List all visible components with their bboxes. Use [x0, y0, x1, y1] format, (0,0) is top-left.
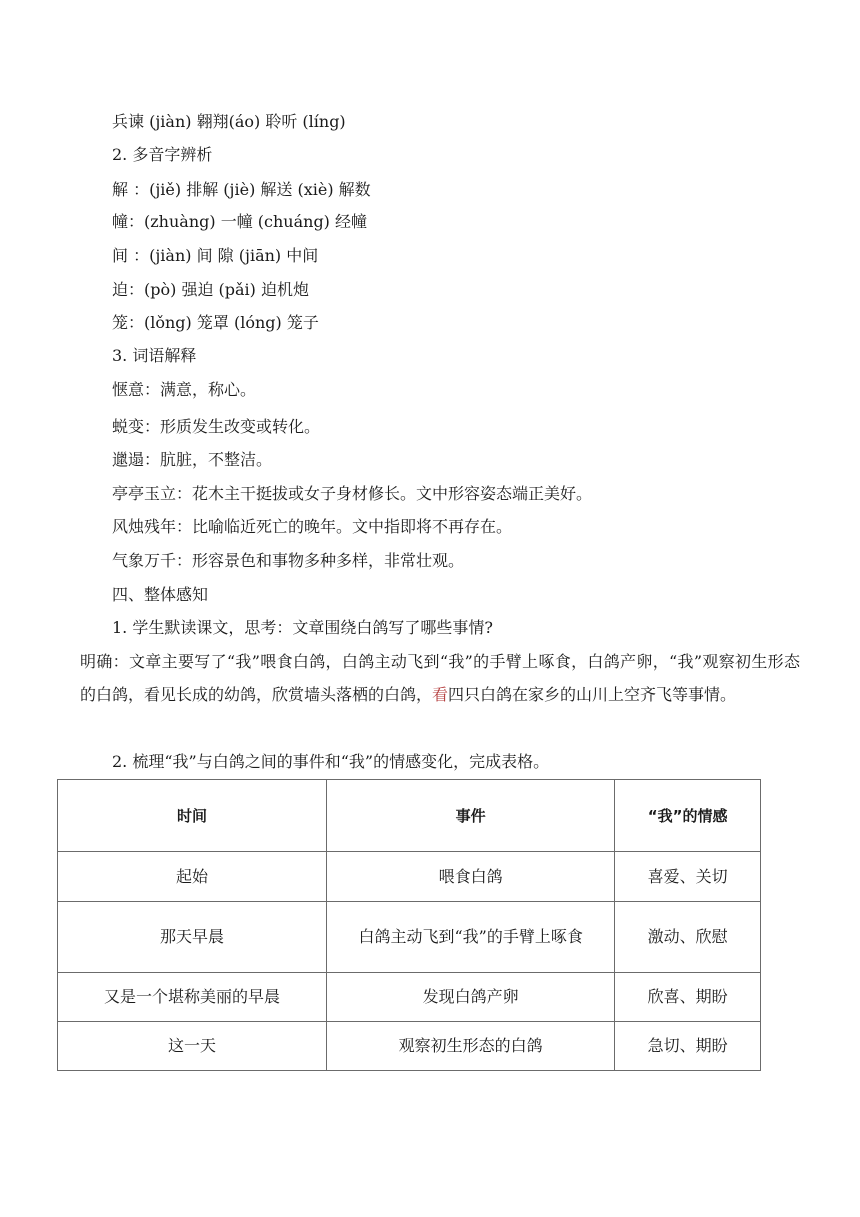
section-heading-vocabulary: 3. 词语解释 — [112, 346, 197, 365]
table-row — [58, 1022, 761, 1071]
definition-tuibian: 蜕变：形质发生改变或转化。 — [112, 417, 321, 436]
polyphone-zhuang: 幢：(zhuàng) 一幢 (chuáng) 经幢 — [112, 212, 368, 231]
cell-time: 又是一个堪称美丽的早晨 — [58, 973, 327, 1022]
section-heading-polyphones: 2. 多音字辨析 — [112, 145, 213, 164]
cell-emotion: 喜爱、关切 — [615, 852, 761, 902]
cell-time: 起始 — [58, 852, 327, 902]
answer-highlight: 看 — [432, 685, 449, 704]
table-header-row — [58, 780, 761, 852]
cell-time: 这一天 — [58, 1022, 327, 1071]
polyphone-jie: 解 ：(jiě) 排解 (jiè) 解送 (xiè) 解数 — [112, 180, 371, 199]
cell-event: 发现白鸽产卵 — [327, 973, 615, 1022]
definition-fengzhu-cannian: 风烛残年：比喻临近死亡的晚年。文中指即将不再存在。 — [112, 517, 513, 536]
answer-text-after: 四只白鸽在家乡的山川上空齐飞等事情。 — [448, 685, 737, 704]
events-emotion-table — [57, 779, 761, 1071]
cell-emotion: 欣喜、期盼 — [615, 973, 761, 1022]
cell-event: 喂食白鸽 — [327, 852, 615, 902]
cell-event: 白鸽主动飞到“我”的手臂上啄食 — [327, 902, 615, 973]
cell-event: 观察初生形态的白鸽 — [327, 1022, 615, 1071]
header-event: 事件 — [327, 780, 615, 852]
cell-emotion: 急切、期盼 — [615, 1022, 761, 1071]
header-time: 时间 — [58, 780, 327, 852]
polyphone-jian: 间 ：(jiàn) 间 隙 (jiān) 中间 — [112, 246, 319, 265]
definition-qixiang-wanqian: 气象万千：形容景色和事物多种多样，非常壮观。 — [112, 551, 465, 570]
section-heading-overall: 四、整体感知 — [112, 585, 209, 604]
polyphone-long: 笼：(lǒng) 笼罩 (lóng) 笼子 — [112, 313, 319, 332]
polyphone-po: 迫：(pò) 强迫 (pǎi) 迫机炮 — [112, 280, 310, 299]
header-emotion: “我”的情感 — [615, 780, 761, 852]
answer-text-before: 明确：文章主要写了“我”喂食白鸽，白鸽主动飞到“我”的手臂上啄食，白鸽产卵，“我”观察初生形态的白鸽，看见长成的幼鸽，欣赏墙头落栖的白鸽， — [80, 652, 800, 704]
table-row — [58, 973, 761, 1022]
answer-paragraph — [80, 645, 800, 711]
table-intro: 2. 梳理“我”与白鸽之间的事件和“我”的情感变化，完成表格。 — [112, 752, 550, 771]
definition-tingting-yuli: 亭亭玉立：花木主干挺拔或女子身材修长。文中形容姿态端正美好。 — [112, 484, 593, 503]
table-row — [58, 852, 761, 902]
vocab-pinyin-line: 兵谏 (jiàn) 翱翔(áo) 聆听 (líng) — [112, 112, 346, 131]
definition-lata: 邋遢：肮脏，不整洁。 — [112, 450, 273, 469]
cell-emotion: 激动、欣慰 — [615, 902, 761, 973]
question-1: 1. 学生默读课文，思考：文章围绕白鸽写了哪些事情? — [112, 618, 493, 637]
definition-qieyi: 惬意：满意，称心。 — [112, 380, 257, 399]
table-row — [58, 902, 761, 973]
cell-time: 那天早晨 — [58, 902, 327, 973]
